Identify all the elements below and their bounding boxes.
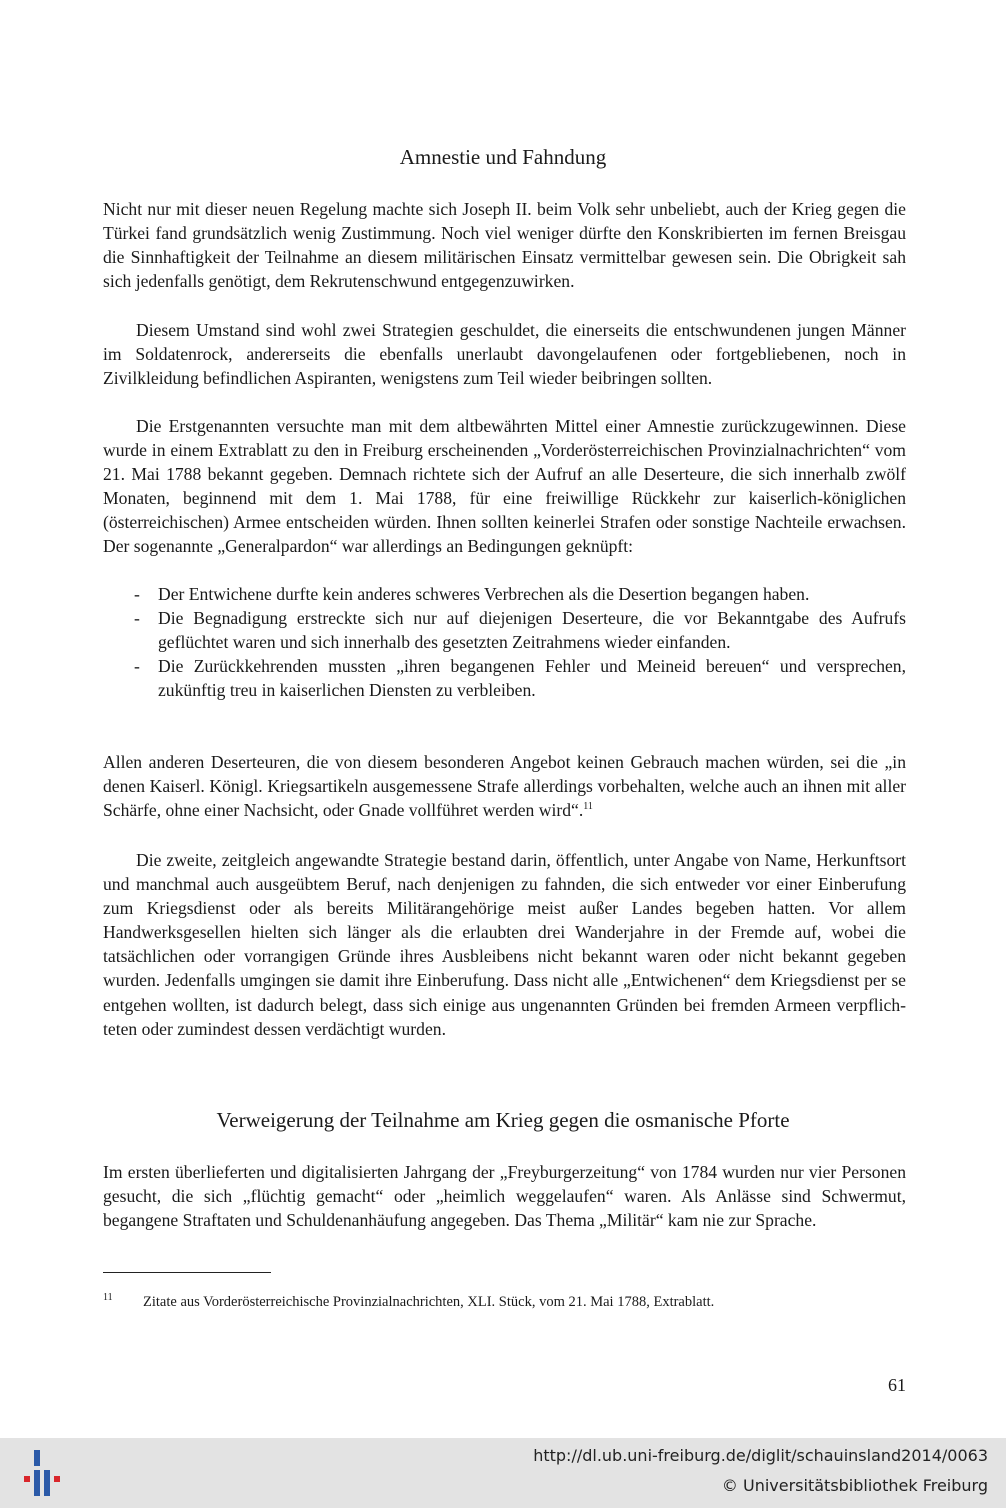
conditions-list bbox=[134, 582, 906, 702]
footnote: 11 Zitate aus Vorderösterreichische Provinzialnachrichten, XLI. Stück, vom 21. Mai 1788, Extrablatt. bbox=[103, 1292, 715, 1310]
footnote-ref[interactable]: 11 bbox=[583, 801, 593, 813]
footnote-divider bbox=[103, 1272, 271, 1273]
viewer-footer bbox=[0, 1438, 1006, 1508]
section-heading-verweigerung: Verweigerung der Teilnahme am Krieg gegen die osmanische Pforte bbox=[216, 1108, 790, 1132]
paragraph-6: Im ersten überlieferten und digitalisierten Jahrgang der „Freyburgerzeitung“ von 1784 wurden nur vier Personen gesucht, die sich „flüchtig gemacht“ oder „heimlich weggelaufen“ waren. Als Anlässe sind Schwermut, begangene Straftaten und Schuldenanhäufung angegeben. Das Thema „Militär“ kam nie zur Sprache. bbox=[103, 1162, 906, 1231]
copyright-notice: © Universitätsbibliothek Freiburg bbox=[721, 1476, 988, 1495]
list-item: - Die Zurückkehrenden mussten „ihren begangenen Fehler und Meineid bereuen“ und versprechen, zukünftig treu in kaiserlichen Diensten zu verbleiben. bbox=[134, 656, 906, 701]
section-heading-amnestie: Amnestie und Fahndung bbox=[399, 145, 607, 169]
list-item: - Der Entwichene durfte kein anderes schweres Verbrechen als die Desertion begangen haben. bbox=[134, 584, 810, 604]
paragraph-4: Allen anderen Deserteuren, die von diesem besonderen Angebot keinen Gebrauch machen würden, sei die „in denen Kaiserl. Königl. Kriegsartikeln ausgemessene Strafe allerdings vorbehalten, welche auch an ihnen mit aller Schärfe, ohne einer Nachsicht, oder Gnade vollführet werden wird“.$^{11}$ bbox=[103, 752, 906, 821]
list-item: - Die Begnadigung erstreckte sich nur auf diejenigen Deserteure, die vor Bekanntgabe des Aufrufs geflüchtet waren und sich innerhalb des gesetzten Zeitrahmens wieder einfanden. bbox=[134, 608, 906, 653]
ub-freiburg-logo-icon[interactable] bbox=[14, 1446, 66, 1498]
paragraph-5: Die zweite, zeitgleich angewandte Strategie bestand darin, öffentlich, unter Angabe von Name, Herkunftsort und manchmal auch ausgeübtem Beruf, nach denjenigen zu fahnden, die sich entweder vor einer Einberufung zum Kriegsdienst oder als bereits Militärangehörige meist außer Landes begeben hatten. Vor allem Handwerksgesellen hielten sich länger als die erlaubten drei Wanderjahre in der Fremde auf, wobei die tatsächlichen oder vorrangigen Gründe ihres Ausbleibens nicht bekannt waren oder nicht bekannt gegeben wurden. Jedenfalls umgingen sie damit ihre Einberufung. Dass nicht alle „Entwichenen“ dem Kriegsdienst per se entgehen wollten, ist dadurch belegt, dass sich einige aus ungenannten Gründen bei fremden Armeen verpflichteten oder zumindest dessen verdächtigt wurden. bbox=[103, 850, 906, 1039]
paragraph-2: Diesem Umstand sind wohl zwei Strategien geschuldet, die einerseits die entschwundenen jungen Männer im Soldatenrock, andererseits die ebenfalls unerlaubt davongelaufenen oder fortgebliebenen, noch in Zivilkleidung befindlichen Aspiranten, wenigstens zum Teil wieder beibringen sollten. bbox=[103, 320, 906, 389]
permalink-url[interactable]: http://dl.ub.uni-freiburg.de/diglit/schauinsland2014/0063 bbox=[533, 1446, 988, 1465]
paragraph-1: Nicht nur mit dieser neuen Regelung machte sich Joseph II. beim Volk sehr unbeliebt, auch der Krieg gegen die Türkei fand grundsätzlich wenig Zustimmung. Noch viel weniger dürfte den Konskribierten im fernen Breisgau die Sinnhaftigkeit der Teilnahme an diesem militärischen Einsatz vermittelbar gewesen sein. Die Obrigkeit sah sich jedenfalls genötigt, dem Rekrutenschwund entgegenzuwirken. bbox=[103, 199, 906, 292]
page-number: 61 bbox=[888, 1375, 906, 1395]
paragraph-3: Die Erstgenannten versuchte man mit dem altbewährten Mittel einer Amnestie zurückzugewinnen. Diese wurde in einem Extrablatt zu den in Freiburg erscheinenden „Vorderösterreichischen Provinzialnachrichten“ vom 21. Mai 1788 bekannt gegeben. Demnach richtete sich der Aufruf an alle Deserteure, die sich innerhalb zwölf Monaten, beginnend mit dem 1. Mai 1788, für eine freiwillige Rückkehr zur kaiserlich-königlichen (österreichischen) Armee entscheiden würden. Ihnen sollten keinerlei Strafen oder sonstige Nachteile erwachsen. Der sogenannte „Generalpardon“ war allerdings an Bedingungen geknüpft: bbox=[103, 416, 906, 557]
